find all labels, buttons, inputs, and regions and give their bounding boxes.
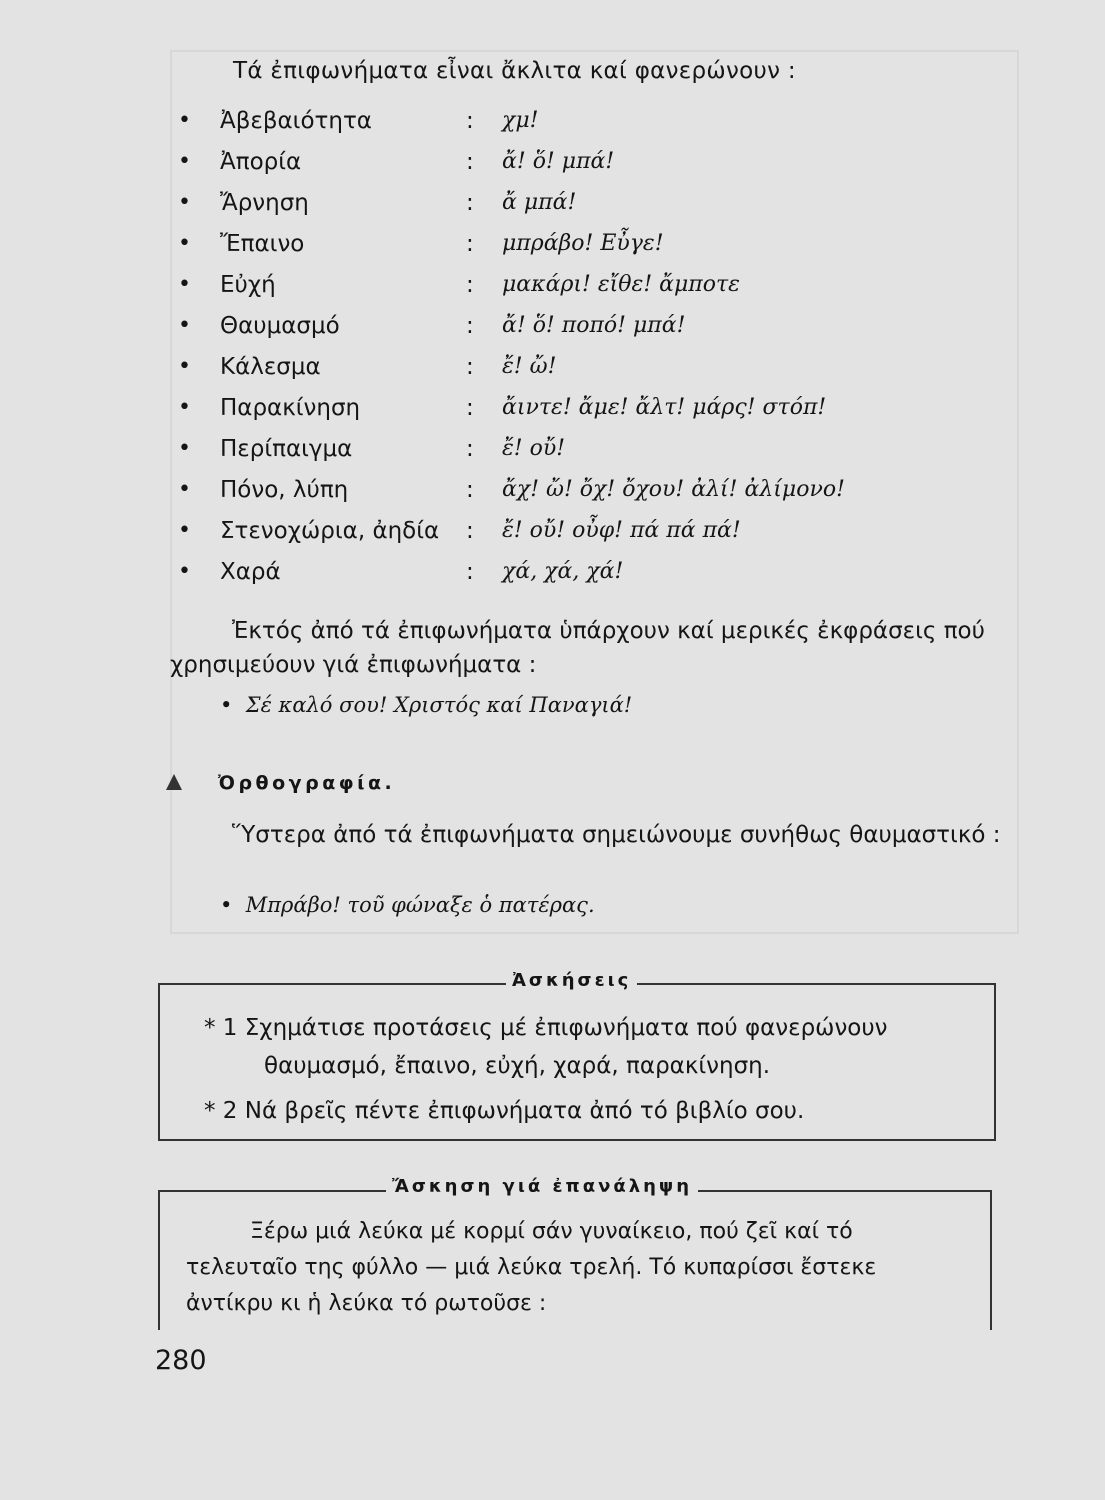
orthography-example: • Μπράβο! τοῦ φώναξε ὁ πατέρας. (220, 893, 595, 917)
exercise-1-line-2: θαυμασμό, ἔπαινο, εὐχή, χαρά, παρακίνηση. (264, 1053, 771, 1079)
expressions-example: • Σέ καλό σου! Χριστός καί Παναγιά! (220, 693, 633, 717)
intro-sentence: Τά ἐπιφωνήματα εἶναι ἄκλιτα καί φανερώνουν : (233, 58, 796, 84)
section-marker-triangle-icon (166, 774, 182, 790)
review-text: Ξέρω μιά λεύκα μέ κορμί σάν γυναίκειο, πού ζεῖ καί τό τελευταῖο της φύλλο — μιά λεύκα τρελή. Τό κυπαρίσσι ἔστεκε ἀντίκρυ κι ἡ λεύκα τό ρωτοῦσε : (186, 1219, 877, 1316)
page-number: 280 (155, 1345, 207, 1376)
exercise-2: * 2 Νά βρεῖς πέντε ἐπιφωνήματα ἀπό τό βιβλίο σου. (204, 1098, 805, 1124)
expressions-paragraph: Ἐκτός ἀπό τά ἐπιφωνήματα ὑπάρχουν καί μερικές ἐκφράσεις πού χρησιμεύουν γιά ἐπιφωνήματα : (170, 618, 985, 678)
exercises-box (158, 970, 996, 1141)
section-heading-orthography: Ὀρθογραφία. (218, 772, 396, 794)
exercise-1-line-1: * 1 Σχημάτισε προτάσεις μέ ἐπιφωνήματα πού φανερώνουν (204, 1015, 888, 1041)
exercises-title: Ἀσκήσεις (506, 970, 637, 991)
review-title: Ἄσκηση γιά ἐπανάληψη (386, 1176, 698, 1197)
textbook-page: Τά ἐπιφωνήματα εἶναι ἄκλιτα καί φανερώνουν : • Ἀβεβαιότητα : χμ! • Ἀπορία : ἄ! ὅ! μπά! • Ἄρνηση : ἄ μπά! • Ἔπαινο : μπράβο! Εὖγε! • Εὐχή : μακάρι! εἴθε! ἄμποτε • Θαυμασμό : ἄ! ὅ! ποπό! μπά! • Κάλεσμα : ἔ! ὤ! • Παρακίνηση : ἄιντε! ἄμε! ἄλτ! μάρς! στόπ! • Περίπαιγμα : ἔ! οὔ! • Πόνο, λύπη : ἄχ! ὤ! ὄχ! ὄχου! ἀλί! ἀλίμονο! • Στενοχώρια, ἀηδία : ἔ! οὔ! οὖφ! πά πά πά! • Χαρά : χά, χά, χά! Ἐκτός ἀπό τά ἐπιφωνήματα ὑπάρχουν καί μερικές ἐκφράσεις πού χρησιμεύουν γιά ἐπιφωνήματα : • Σέ καλό σου! Χριστός καί Παναγιά! Ὀρθογραφία. Ὕστερα ἀπό τά ἐπιφωνήματα σημειώνουμε συνήθως θαυμαστικό : • Μπράβο! τοῦ φώναξε ὁ πατέρας. Ἀσκήσεις * 1 Σχημάτισε προτάσεις μέ ἐπιφωνήματα πού φανερώνουν θαυμασμό, ἔπαινο, εὐχή, χαρά, παρακίνηση. * 2 Νά βρεῖς πέντε ἐπιφωνήματα ἀπό τό βιβλίο σου. Ἄσκηση γιά ἐπανάληψη Ξέρω μιά λεύκα μέ κορμί σάν γυναίκειο, πού ζεῖ καί τό τελευταῖο της φύλλο — μιά λεύκα τρελή. Τό κυπαρίσσι ἔστεκε ἀντίκρυ κι ἡ λεύκα τό ρωτοῦσε : 280 (0, 0, 1105, 1500)
orthography-paragraph: Ὕστερα ἀπό τά ἐπιφωνήματα σημειώνουμε συνήθως θαυμαστικό : (232, 822, 1001, 848)
